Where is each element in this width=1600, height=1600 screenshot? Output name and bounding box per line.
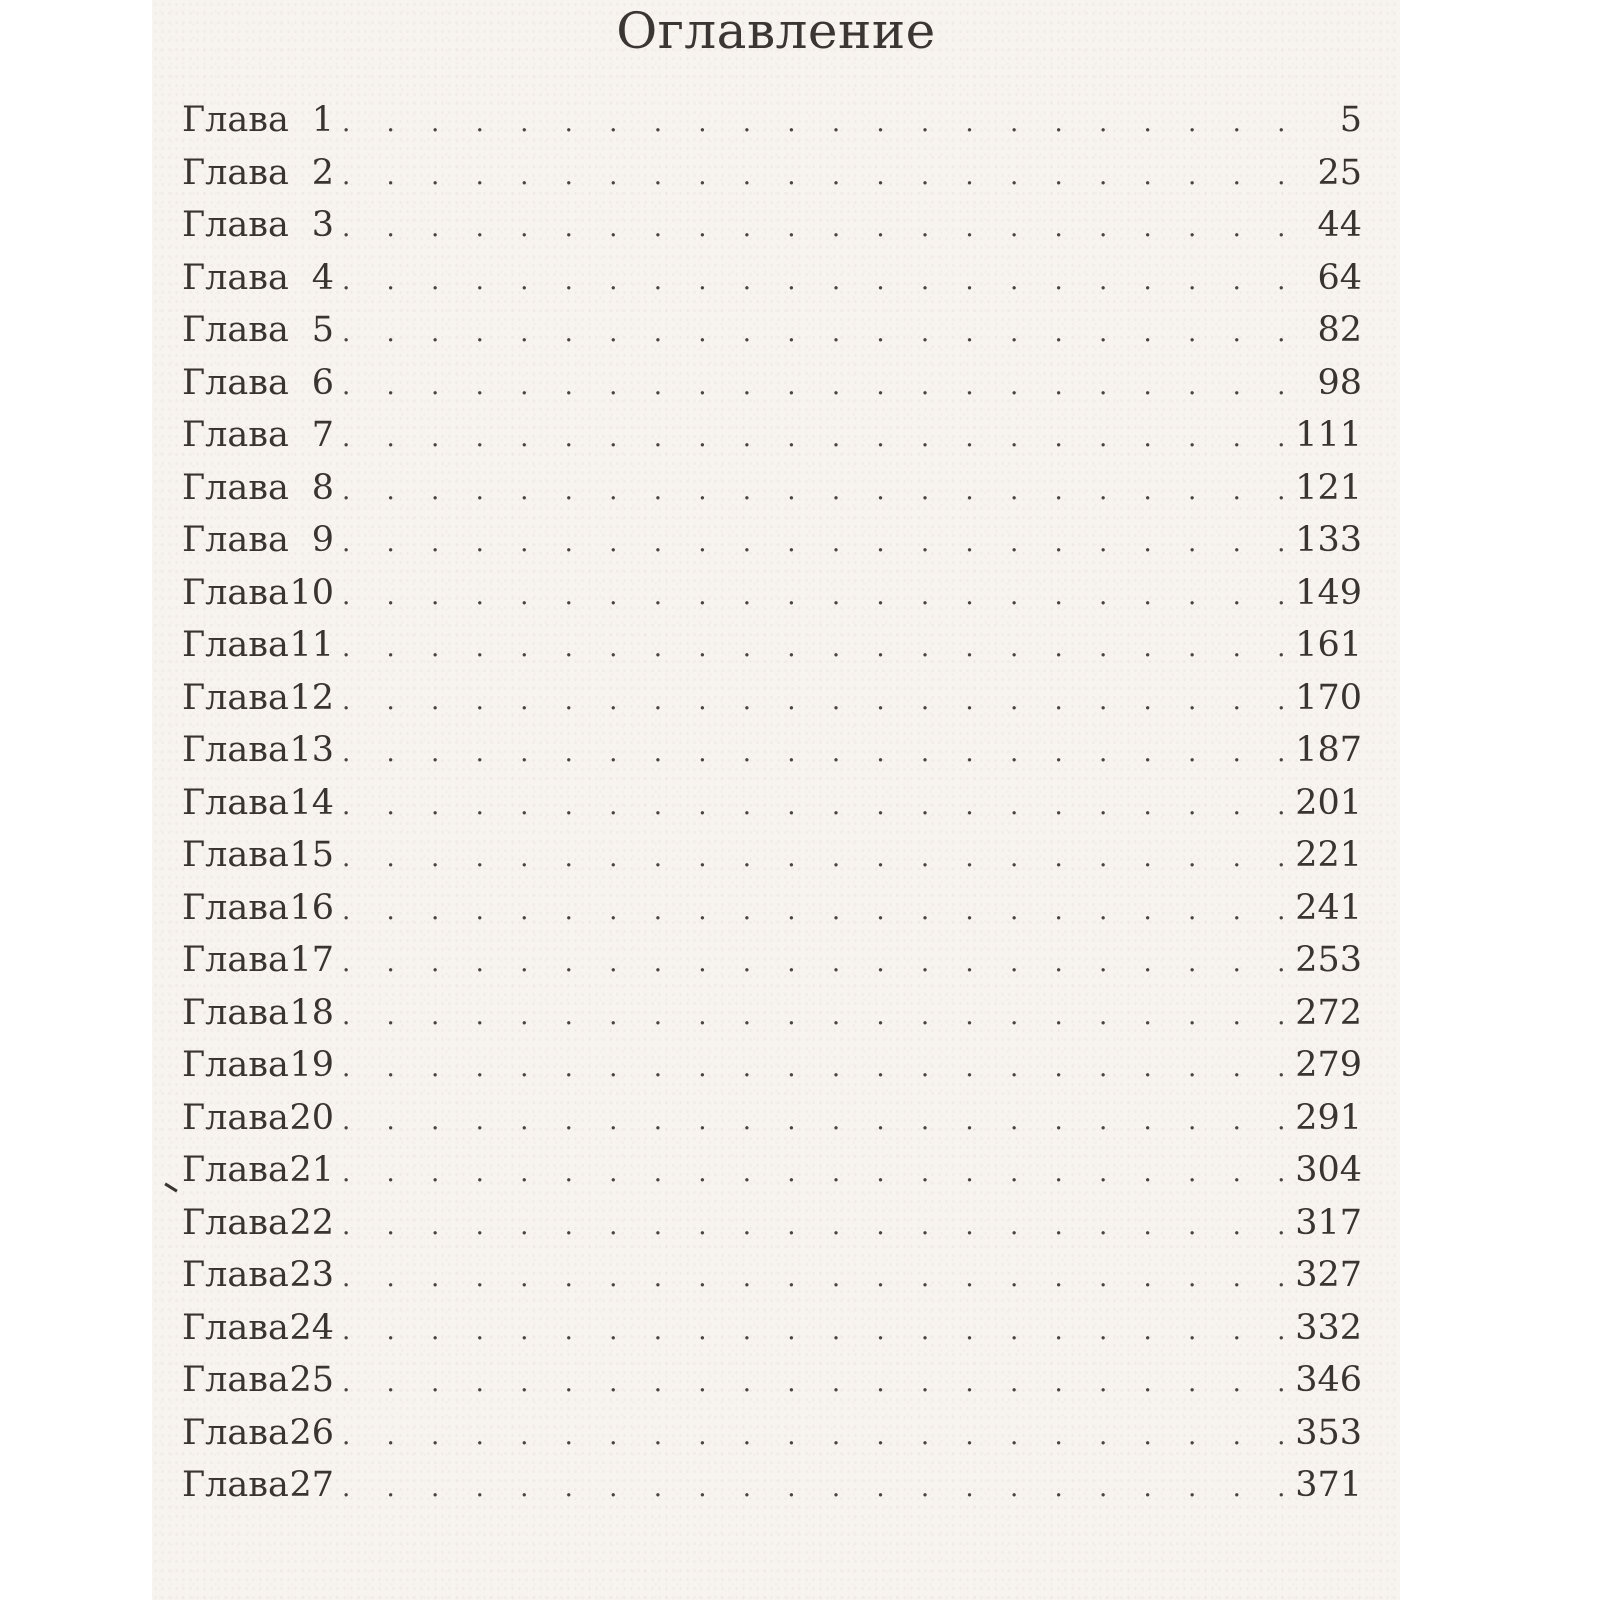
page-number: 149 — [1295, 572, 1362, 613]
chapter-number: 10 — [289, 572, 334, 613]
chapter-label: Глава — [182, 205, 289, 245]
chapter-number: 24 — [289, 1307, 334, 1348]
chapter-number: 12 — [289, 677, 334, 718]
chapter-label: Глава — [182, 1255, 289, 1295]
chapter-number: 22 — [289, 1202, 334, 1243]
dot-leader — [334, 633, 1287, 663]
page-number: 346 — [1295, 1360, 1362, 1400]
toc-entry — [182, 888, 1362, 941]
page-number: 170 — [1295, 677, 1362, 718]
chapter-number: 8 — [311, 467, 334, 508]
toc-entry — [182, 730, 1362, 783]
dot-leader — [334, 161, 1287, 191]
chapter-label: Глава — [182, 677, 289, 718]
page-number: 161 — [1295, 625, 1362, 665]
chapter-number: 16 — [289, 887, 334, 928]
dot-leader — [334, 1421, 1287, 1451]
page-number: 327 — [1295, 1255, 1362, 1295]
chapter-number: 7 — [311, 415, 334, 455]
toc-entry — [182, 678, 1362, 731]
toc-entry — [182, 625, 1362, 678]
dot-leader — [334, 1158, 1287, 1188]
dot-leader — [334, 108, 1287, 138]
page-number: 253 — [1295, 940, 1362, 980]
dot-leader — [334, 1053, 1287, 1083]
page-number: 371 — [1295, 1465, 1362, 1505]
dot-leader — [334, 1211, 1287, 1241]
dot-leader — [334, 476, 1287, 506]
page-number: 187 — [1295, 730, 1362, 770]
chapter-label: Глава — [182, 415, 289, 455]
book-page — [152, 0, 1400, 1600]
dot-leader — [334, 213, 1287, 243]
chapter-number: 3 — [311, 205, 334, 245]
page-number: 25 — [1317, 152, 1362, 193]
chapter-number: 13 — [289, 730, 334, 770]
toc-entry — [182, 258, 1362, 311]
chapter-label: Глава — [182, 1412, 289, 1453]
chapter-label: Глава — [182, 257, 289, 298]
toc-entry — [182, 573, 1362, 626]
chapter-number: 1 — [311, 100, 334, 140]
dot-leader — [334, 948, 1287, 978]
dot-leader — [334, 1368, 1287, 1398]
chapter-label: Глава — [182, 835, 289, 875]
page-number: 279 — [1295, 1045, 1362, 1085]
chapter-number: 6 — [311, 362, 334, 403]
dot-leader — [334, 1473, 1287, 1503]
chapter-label: Глава — [182, 572, 289, 613]
chapter-number: 4 — [311, 257, 334, 298]
page-number: 5 — [1339, 100, 1362, 140]
pen-mark — [164, 1183, 177, 1193]
chapter-label: Глава — [182, 1202, 289, 1243]
chapter-label: Глава — [182, 992, 289, 1033]
page-number: 241 — [1295, 887, 1362, 928]
toc-entry — [182, 1465, 1362, 1518]
page-number: 98 — [1317, 362, 1362, 403]
toc-entry — [182, 1413, 1362, 1466]
page-number: 44 — [1317, 205, 1362, 245]
chapter-number: 9 — [311, 520, 334, 560]
chapter-label: Глава — [182, 887, 289, 928]
chapter-label: Глава — [182, 467, 289, 508]
chapter-label: Глава — [182, 1360, 289, 1400]
chapter-label: Глава — [182, 1307, 289, 1348]
toc-entry — [182, 363, 1362, 416]
chapter-number: 17 — [289, 940, 334, 980]
toc-entry — [182, 153, 1362, 206]
chapter-label: Глава — [182, 782, 289, 823]
chapter-label: Глава — [182, 1150, 289, 1190]
chapter-number: 5 — [311, 310, 334, 350]
page-number: 64 — [1317, 257, 1362, 298]
dot-leader — [334, 686, 1287, 716]
page-number: 133 — [1295, 520, 1362, 560]
toc-entry — [182, 1098, 1362, 1151]
chapter-number: 27 — [289, 1465, 334, 1505]
toc-entry — [182, 783, 1362, 836]
dot-leader — [334, 266, 1287, 296]
toc-entry — [182, 100, 1362, 153]
toc-entry — [182, 940, 1362, 993]
toc-entry — [182, 1150, 1362, 1203]
dot-leader — [334, 1001, 1287, 1031]
toc-entry — [182, 993, 1362, 1046]
dot-leader — [334, 1316, 1287, 1346]
dot-leader — [334, 1106, 1287, 1136]
page-number: 332 — [1295, 1307, 1362, 1348]
dot-leader — [334, 423, 1287, 453]
toc-entry — [182, 1360, 1362, 1413]
toc-entry — [182, 415, 1362, 468]
chapter-label: Глава — [182, 152, 289, 193]
chapter-label: Глава — [182, 520, 289, 560]
dot-leader — [334, 1263, 1287, 1293]
page-number: 82 — [1317, 310, 1362, 350]
page-number: 121 — [1295, 467, 1362, 508]
toc-entry — [182, 1203, 1362, 1256]
page-number: 272 — [1295, 992, 1362, 1033]
page-number: 201 — [1295, 782, 1362, 823]
chapter-label: Глава — [182, 730, 289, 770]
chapter-number: 25 — [289, 1360, 334, 1400]
chapter-number: 20 — [289, 1097, 334, 1138]
chapter-number: 23 — [289, 1255, 334, 1295]
chapter-number: 2 — [311, 152, 334, 193]
page-title: Оглавление — [616, 2, 936, 60]
page-number: 221 — [1295, 835, 1362, 875]
toc-entry — [182, 835, 1362, 888]
toc-entry — [182, 1308, 1362, 1361]
toc-entry — [182, 1255, 1362, 1308]
chapter-label: Глава — [182, 625, 289, 665]
page-number: 317 — [1295, 1202, 1362, 1243]
chapter-label: Глава — [182, 100, 289, 140]
page-number: 291 — [1295, 1097, 1362, 1138]
toc-entry — [182, 310, 1362, 363]
dot-leader — [334, 371, 1287, 401]
dot-leader — [334, 318, 1287, 348]
toc-entry — [182, 1045, 1362, 1098]
chapter-label: Глава — [182, 1097, 289, 1138]
chapter-number: 21 — [289, 1150, 334, 1190]
chapter-label: Глава — [182, 1045, 289, 1085]
chapter-number: 19 — [289, 1045, 334, 1085]
chapter-label: Глава — [182, 362, 289, 403]
table-of-contents — [182, 100, 1362, 1518]
dot-leader — [334, 791, 1287, 821]
chapter-label: Глава — [182, 1465, 289, 1505]
dot-leader — [334, 581, 1287, 611]
chapter-number: 15 — [289, 835, 334, 875]
chapter-label: Глава — [182, 310, 289, 350]
chapter-number: 14 — [289, 782, 334, 823]
page-number: 111 — [1295, 415, 1362, 455]
chapter-number: 26 — [289, 1412, 334, 1453]
toc-entry — [182, 468, 1362, 521]
dot-leader — [334, 896, 1287, 926]
chapter-number: 18 — [289, 992, 334, 1033]
dot-leader — [334, 528, 1287, 558]
toc-entry — [182, 205, 1362, 258]
page-number: 353 — [1295, 1412, 1362, 1453]
toc-entry — [182, 520, 1362, 573]
dot-leader — [334, 843, 1287, 873]
dot-leader — [334, 738, 1287, 768]
chapter-label: Глава — [182, 940, 289, 980]
chapter-number: 11 — [289, 625, 334, 665]
page-number: 304 — [1295, 1150, 1362, 1190]
